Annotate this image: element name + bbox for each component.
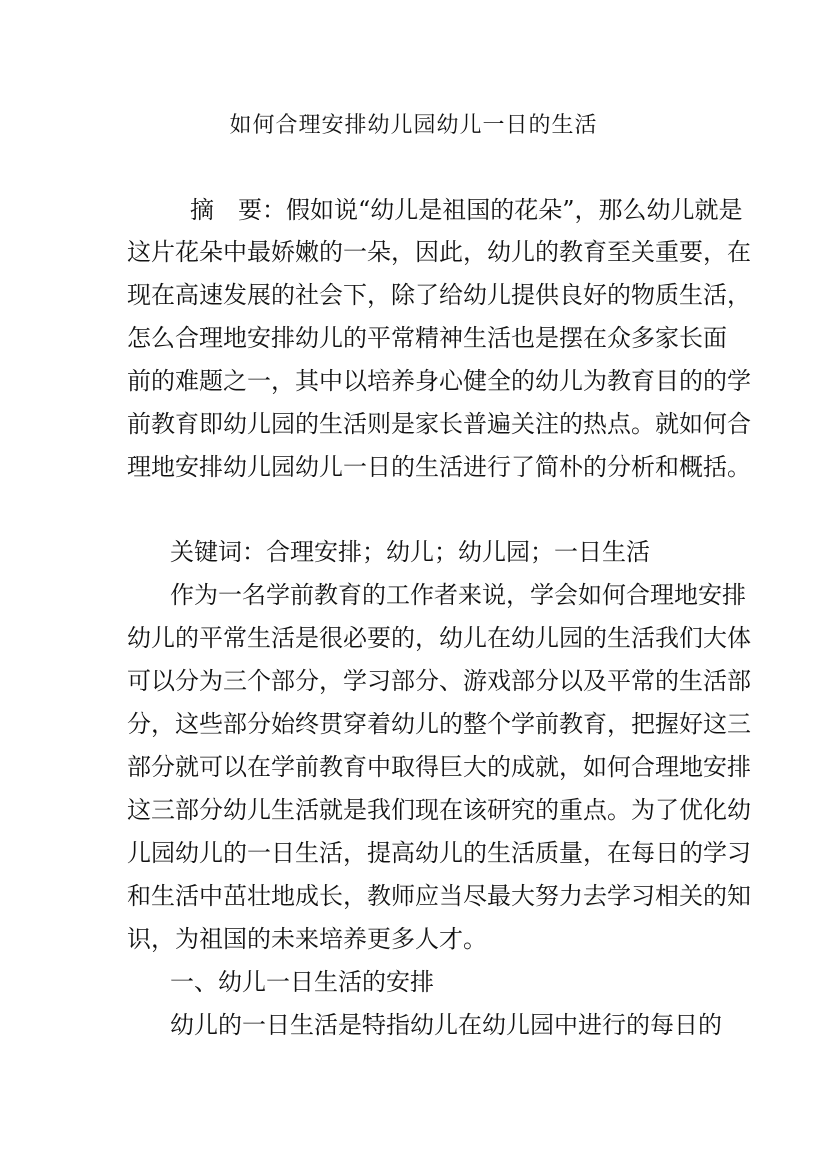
- body-line: 和生活中茁壮地成长，教师应当尽最大努力去学习相关的知: [127, 882, 751, 910]
- document-title: 如何合理安排幼儿园幼儿一日的生活: [229, 113, 598, 138]
- section-heading: 一、幼儿一日生活的安排: [170, 968, 434, 996]
- section-body-line: 幼儿的一日生活是特指幼儿在幼儿园中进行的每日的: [170, 1011, 722, 1039]
- body-line: 幼儿的平常生活是很必要的，幼儿在幼儿园的生活我们大体: [127, 624, 751, 652]
- body-line: 可以分为三个部分，学习部分、游戏部分以及平常的生活部: [127, 667, 751, 695]
- body-line: 这三部分幼儿生活就是我们现在该研究的重点。为了优化幼: [127, 796, 751, 824]
- body-line: 儿园幼儿的一日生活，提高幼儿的生活质量，在每日的学习: [127, 839, 751, 867]
- abstract-line: 前的难题之一，其中以培养身心健全的幼儿为教育目的的学: [127, 367, 751, 395]
- abstract-line: 理地安排幼儿园幼儿一日的生活进行了简朴的分析和概括。: [127, 453, 751, 481]
- body-line: 分，这些部分始终贯穿着幼儿的整个学前教育，把握好这三: [127, 710, 751, 738]
- abstract-line: 现在高速发展的社会下，除了给幼儿提供良好的物质生活，: [127, 281, 751, 309]
- abstract-line: 这片花朵中最娇嫩的一朵，因此，幼儿的教育至关重要，在: [127, 238, 751, 266]
- abstract-line: 摘 要：假如说“幼儿是祖国的花朵”，那么幼儿就是: [190, 196, 743, 224]
- body-line: 作为一名学前教育的工作者来说，学会如何合理地安排: [170, 581, 746, 609]
- abstract-line: 前教育即幼儿园的生活则是家长普遍关注的热点。就如何合: [127, 410, 751, 438]
- abstract-line: 怎么合理地安排幼儿的平常精神生活也是摆在众多家长面: [127, 324, 727, 352]
- body-line: 部分就可以在学前教育中取得巨大的成就，如何合理地安排: [127, 753, 751, 781]
- keywords-line: 关键词：合理安排；幼儿；幼儿园；一日生活: [170, 538, 650, 566]
- body-line: 识，为祖国的未来培养更多人才。: [127, 925, 487, 953]
